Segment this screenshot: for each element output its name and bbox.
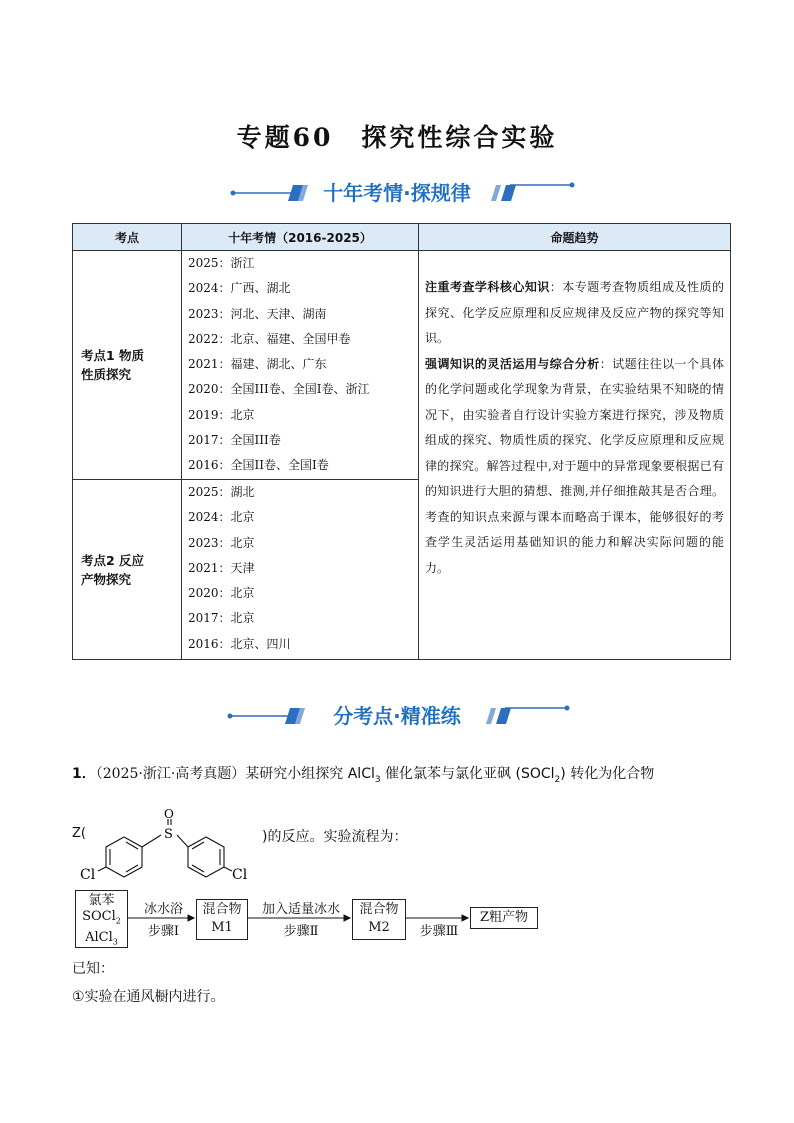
atom-oxygen: O (164, 807, 174, 821)
flow-arrows (75, 890, 545, 950)
year-entry: 2020：全国III卷、全国I卷、浙江 (188, 382, 370, 397)
reactant-chlorobenzene: 氯苯 (88, 893, 115, 908)
arrow1-bottom-label: 步骤Ⅰ (147, 924, 180, 939)
year-entry: 2021：福建、湖北、广东 (188, 357, 327, 372)
year-entry: 2023：河北、天津、湖南 (188, 306, 327, 321)
question-text-a: 某研究小组探究 AlCl (245, 766, 375, 782)
section-banner-practice (0, 696, 794, 730)
section-banner-trends (0, 173, 794, 207)
table-row (73, 251, 731, 480)
banner-title: 十年考情·探规律 (323, 181, 471, 205)
header-point: 考点 (73, 224, 182, 251)
question-text-b: 催化氯苯与氯化亚砜 (SOCl (380, 766, 555, 782)
year-entry: 2025：湖北 (188, 485, 255, 499)
years-cell-2 (182, 480, 419, 660)
compound-z-structure (80, 807, 270, 885)
year-entry: 2023：北京 (188, 535, 255, 550)
header-decade: 十年考情（2016-2025） (182, 224, 419, 251)
years-cell-1 (182, 251, 419, 480)
year-entry: 2021：天津 (188, 560, 255, 575)
atom-sulfur: S (164, 827, 173, 842)
trend-table (72, 223, 731, 660)
z-suffix: )的反应。实验流程为： (262, 829, 408, 845)
m1-line2: M1 (211, 920, 233, 935)
year-entry: 2022：北京、福建、全国甲卷 (188, 331, 351, 346)
year-entry: 2016：全国II卷、全国I卷 (188, 458, 329, 473)
condition-1: ①实验在通风橱内进行。 (72, 989, 225, 1005)
header-trend: 命题趋势 (419, 224, 731, 251)
year-entry: 2019：北京 (188, 407, 255, 422)
trend-heading-1: 注重考查学科核心知识 (425, 280, 550, 294)
subscript-3: 3 (374, 774, 381, 785)
question-text-c: ) 转化为化合物 (560, 766, 655, 782)
table-header-row (73, 224, 731, 251)
point-label-line2: 性质探究 (81, 367, 132, 382)
page-title: 专题60 探究性综合实验 (236, 123, 558, 152)
reactant-alcl3-sub: 3 (112, 937, 118, 947)
year-entry: 2016：北京、四川 (188, 636, 291, 651)
year-entry: 2020：北京 (188, 586, 255, 601)
banner-title: 分考点·精准练 (333, 704, 461, 728)
question-line (72, 763, 752, 785)
trend-cell (419, 251, 731, 660)
point-cell-1 (73, 251, 182, 480)
product-box: Z粗产物 (470, 907, 538, 929)
year-entry: 2017：北京 (188, 611, 255, 626)
point-label-line1: 考点1 物质 (81, 348, 145, 363)
year-entry: 2025：浙江 (188, 256, 255, 270)
arrow1-top-label: 冰水浴 (143, 902, 183, 917)
arrow2-top-label: 加入适量冰水 (261, 902, 340, 917)
reactant-socl2: SOCl (82, 909, 116, 924)
point-cell-2 (73, 480, 182, 660)
trend-text-2: ：试题往往以一个具体的化学问题或化学现象为背景，在实验结果不知晓的情况下，由实验者自行设计实验方案进行探究，涉及物质组成的探究、物质性质的探究、化学反应原理和反应规律的探究。解答过程中,对于题中的异常现象要根据已有的知识进行大胆的猜想、推测,并仔细推敲其是否合理。考查的知识点来源与课本而略高于课本，能够很好的考查学生灵活运用基础知识的能力和解决实际问题的能力。 (425, 356, 724, 575)
year-entry: 2024：广西、湖北 (188, 281, 291, 296)
point-label-line2: 产物探究 (81, 571, 132, 587)
question-number: 1． (72, 766, 96, 782)
atom-chlorine-right: Cl (232, 867, 248, 883)
year-entry: 2024：北京 (188, 510, 255, 525)
m2-line1: 混合物 (359, 902, 399, 917)
point-label-line1: 考点2 反应 (81, 552, 145, 568)
reactant-alcl3: AlCl (85, 929, 113, 945)
atom-chlorine-left: Cl (80, 867, 96, 883)
arrow2-bottom-label: 步骤Ⅱ (283, 924, 319, 939)
trend-heading-2: 强调知识的灵活运用与综合分析 (425, 356, 600, 371)
year-entry: 2017：全国III卷 (188, 433, 281, 448)
question-source: （2025·浙江·高考真题） (95, 766, 246, 782)
known-label: 已知： (72, 961, 114, 977)
arrow3-bottom-label: 步骤Ⅲ (419, 924, 459, 939)
experiment-flow (75, 890, 545, 950)
m1-line1: 混合物 (202, 902, 242, 917)
z-prefix: Z( (72, 826, 86, 841)
trend-text-1: ：本专题考查物质组成及性质的探究、化学反应原理和反应规律及反应产物的探究等知识。 (425, 280, 724, 345)
reactant-socl2-sub: 2 (115, 916, 121, 926)
subscript-2: 2 (554, 774, 561, 785)
m2-line2: M2 (368, 920, 390, 935)
